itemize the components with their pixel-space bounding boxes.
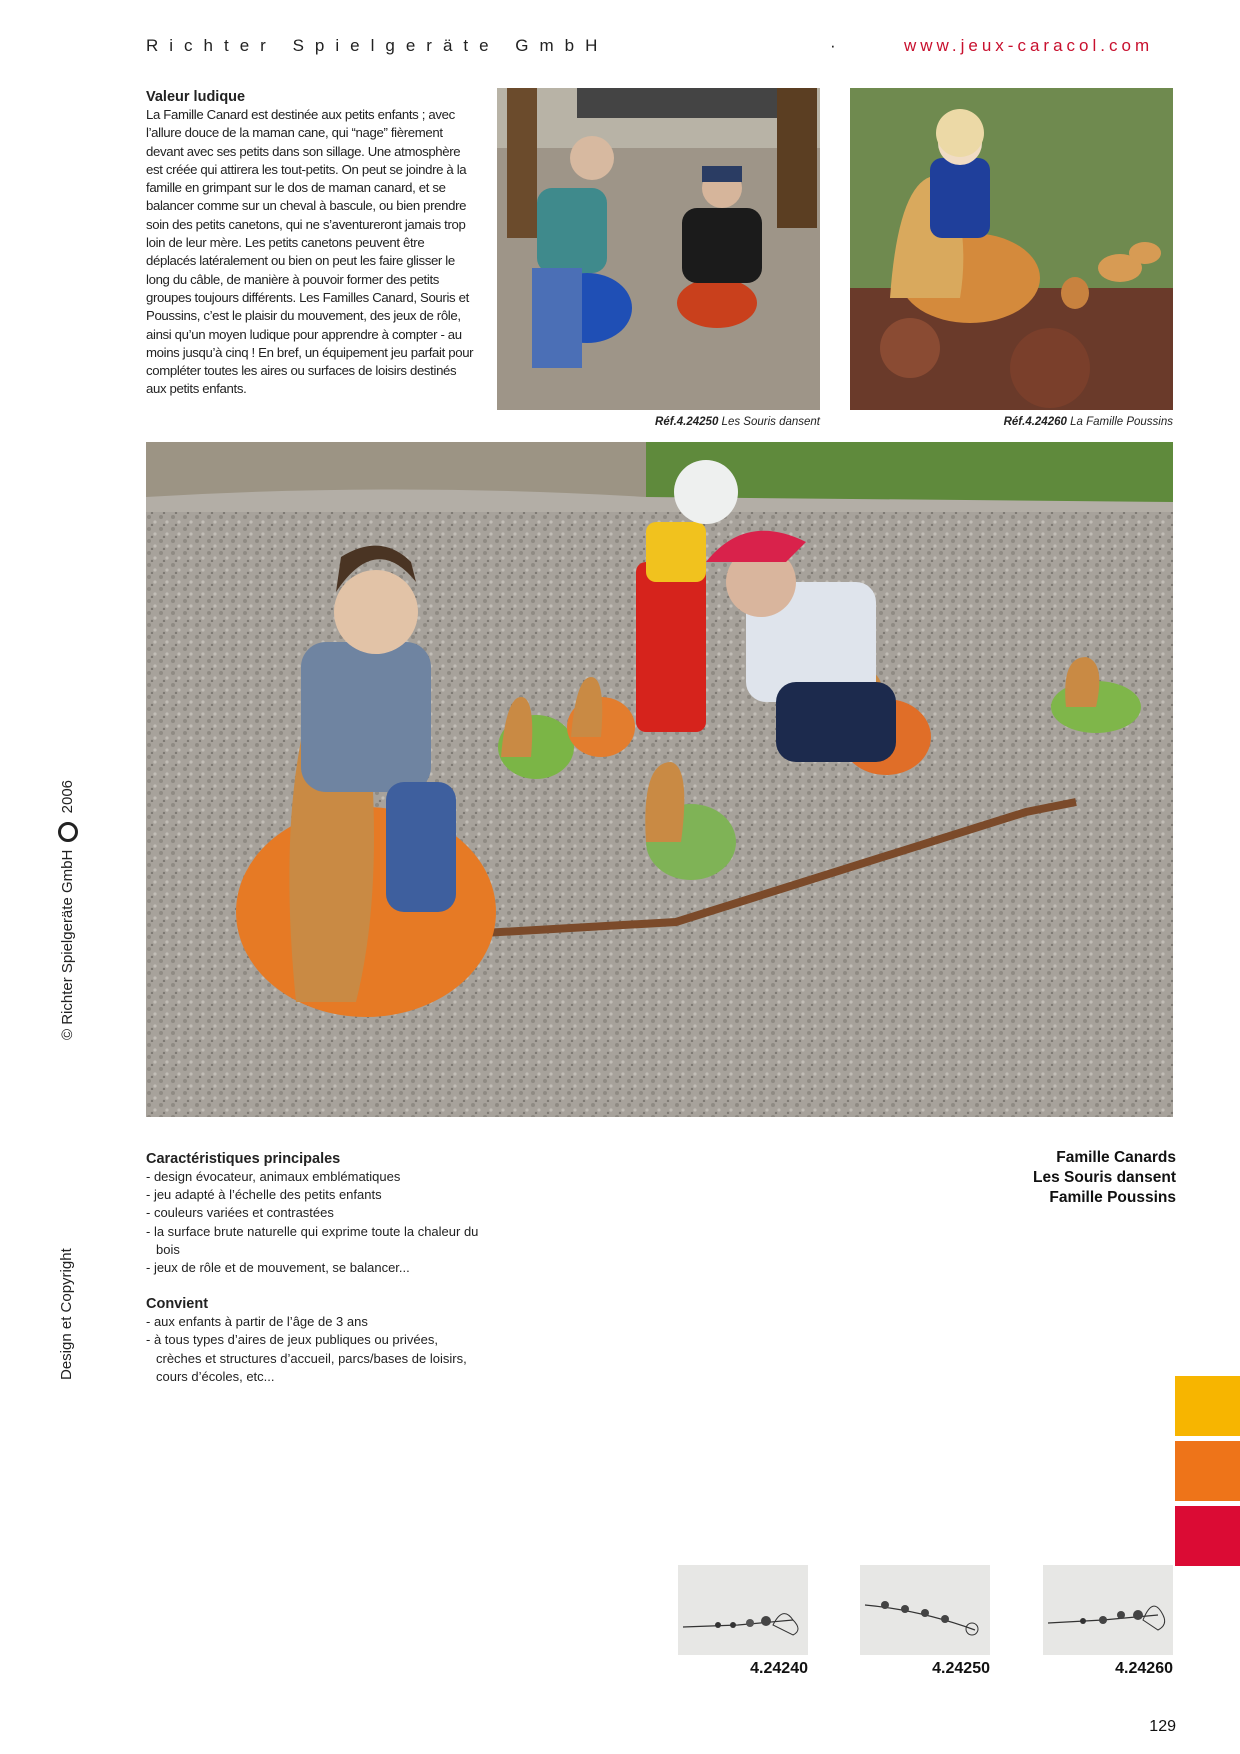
photo-dancing-mice <box>497 88 820 410</box>
caption-mice-name: Les Souris dansent <box>721 416 820 428</box>
copyright-logo <box>58 822 78 842</box>
thumbnail-duck-family <box>678 1565 808 1655</box>
caption-chicks-name: La Famille Poussins <box>1070 416 1173 428</box>
photo-chick-family <box>850 88 1173 410</box>
copyright-notice <box>58 780 78 1040</box>
feature-item: - design évocateur, animaux emblématiques <box>146 1169 401 1184</box>
product-name: Famille Canards <box>1056 1149 1176 1166</box>
design-copyright: Design et Copyright <box>58 1248 75 1380</box>
features-list <box>146 1168 486 1277</box>
product-code: 4.24260 <box>1115 1660 1173 1677</box>
features-heading: Caractéristiques principales <box>146 1151 341 1167</box>
thumbnail-dancing-mice <box>860 1565 990 1655</box>
color-tab-red <box>1175 1506 1240 1566</box>
caption-chicks-ref: Réf.4.24260 <box>1003 416 1067 428</box>
product-name: Les Souris dansent <box>1033 1169 1176 1186</box>
photo-duck-family <box>146 442 1173 1117</box>
features-section <box>146 1150 486 1386</box>
color-tab-orange <box>1175 1441 1240 1501</box>
feature-item: - la surface brute naturelle qui exprime toute la chaleur du bois <box>146 1223 479 1257</box>
website-link[interactable]: www.jeux-caracol.com <box>904 36 1154 55</box>
product-code: 4.24240 <box>750 1660 808 1677</box>
product-name: Famille Poussins <box>1049 1189 1176 1206</box>
suitable-list <box>146 1313 486 1386</box>
intro-text: La Famille Canard est destinée aux petits enfants ; avec l’allure douce de la maman cane, qui “nage” fièrement devant avec ses petits dans son sillage. Une atmosphère est créée qui attirera les tout-petits. On peut se joindre à la famille en grimpant sur le dos de maman canard, et se balancer comme sur un cheval à bascule, ou bien prendre soin des petits canetons, qui ne s’aventureront jamais trop loin de leur mère. Les petits canetons peuvent être déplacés latéralement ou bien on peut les faire glisser le long du câble, de manière à pouvoir former des petits groupes toujours différents. Les Familles Canard, Souris et Poussins, c’est le plaisir du mouvement, des jeux de rôle, ainsi qu’un moyen ludique pour apprendre à compter - au moins jusqu’à cinq ! En bref, un équipement jeu parfait pour compléter toutes les aires ou surfaces de loisirs destinés aux petits enfants. <box>146 107 474 397</box>
copyright-text: © Richter Spielgeräte GmbH <box>58 849 76 1040</box>
intro-heading: Valeur ludique <box>146 89 246 105</box>
thumbnail-chick-family <box>1043 1565 1173 1655</box>
feature-item: - couleurs variées et contrastées <box>146 1205 334 1221</box>
company-name: Richter Spielgeräte GmbH <box>146 36 609 55</box>
header-separator: · <box>830 36 836 55</box>
feature-item: - jeux de rôle et de mouvement, se balancer... <box>146 1260 410 1276</box>
color-tab-yellow <box>1175 1376 1240 1436</box>
intro-section <box>146 88 476 399</box>
suitable-item: - à tous types d’aires de jeux publiques ou privées, crèches et structures d’accueil, parcs/bases de loisirs, cours d’écoles, etc... <box>146 1332 467 1384</box>
copyright-year: 2006 <box>58 779 76 814</box>
suitable-heading: Convient <box>146 1296 209 1313</box>
caption-mice-ref: Réf.4.24250 <box>655 416 719 428</box>
suitable-item: - aux enfants à partir de l’âge de 3 ans <box>146 1314 368 1330</box>
feature-item: - jeu adapté à l’échelle des petits enfants <box>146 1187 382 1203</box>
page-number: 129 <box>1149 1718 1176 1735</box>
caption-chick-family <box>850 416 1173 428</box>
product-code: 4.24250 <box>932 1660 990 1677</box>
product-names <box>1033 1148 1176 1208</box>
caption-dancing-mice <box>497 416 820 428</box>
